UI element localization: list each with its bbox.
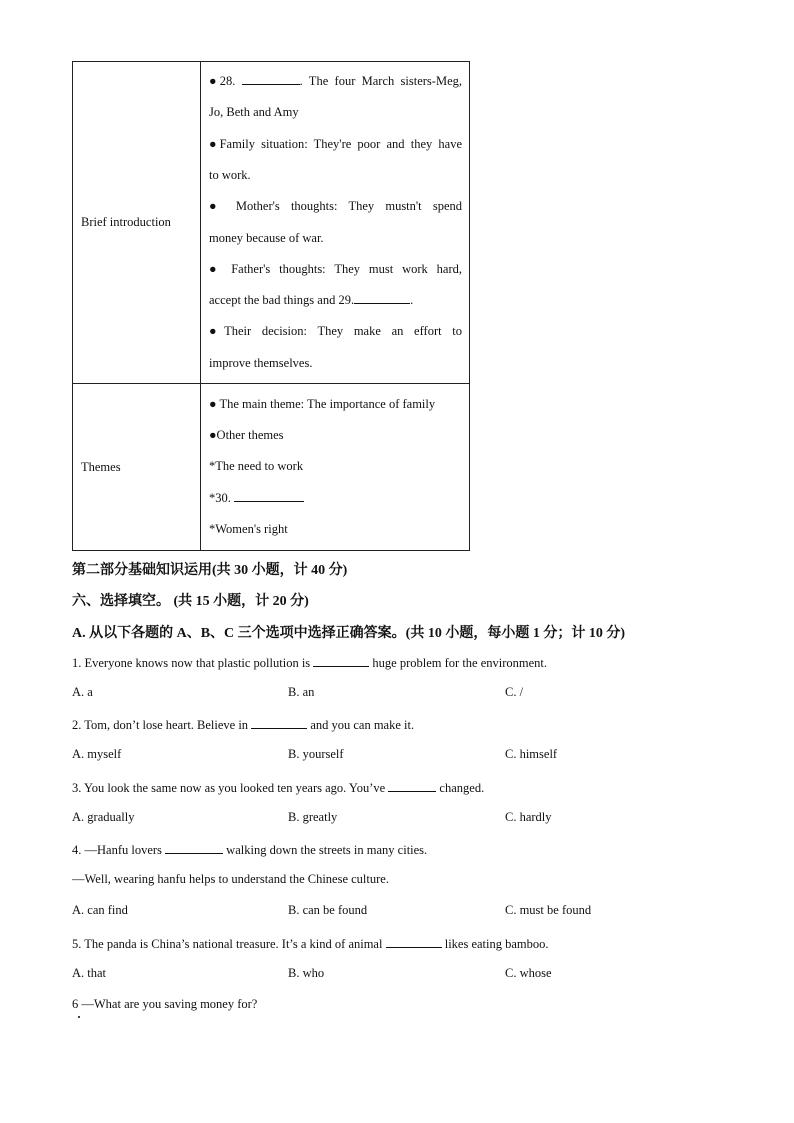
question-stem-4: 4. —Hanfu lovers walking down the streets in many cities.	[72, 843, 428, 857]
content-line: improve themselves.	[209, 355, 313, 370]
content-line: money because of war.	[209, 230, 324, 245]
answer-blank[interactable]	[313, 654, 369, 667]
option-b[interactable]: B. who	[288, 966, 325, 980]
content-line: ● Father's thoughts: They must work hard,	[209, 261, 462, 276]
content-line: accept the bad things and 29. .	[209, 293, 414, 308]
info-table	[72, 61, 470, 551]
question-stem-1: 1. Everyone knows now that plastic pollution is huge problem for the environment.	[72, 656, 548, 670]
option-b[interactable]: B. can be found	[288, 903, 368, 917]
row-content-brief	[201, 62, 470, 384]
content-line: to work.	[209, 167, 251, 182]
answer-blank[interactable]	[165, 841, 223, 854]
content-line: *30.	[209, 483, 462, 514]
option-b[interactable]: B. an	[288, 685, 315, 699]
option-c[interactable]: C. himself	[505, 747, 558, 761]
subsection-heading: A. 从以下各题的 A、B、C 三个选项中选择正确答案。(共 10 小题，每小题 1 分；计 10 分)	[72, 626, 625, 641]
option-a[interactable]: A. a	[72, 685, 93, 699]
row-label-brief: Brief introduction	[73, 62, 201, 384]
option-a[interactable]: A. gradually	[72, 810, 135, 824]
question-stem-6: 6 —What are you saving money for?	[72, 997, 258, 1011]
content-line: *The need to work	[209, 459, 304, 474]
stray-dot	[78, 1016, 80, 1018]
row-content-themes	[201, 384, 470, 551]
content-line: ●28. . The four March sisters-Meg,	[209, 74, 462, 89]
content-line: ●Family situation: They're poor and they have	[209, 136, 462, 151]
question-stem-3: 3. You look the same now as you looked ten years ago. You’ve changed.	[72, 781, 485, 795]
table-row	[73, 384, 470, 551]
answer-blank-30[interactable]	[234, 489, 304, 502]
option-b[interactable]: B. greatly	[288, 810, 338, 824]
option-a[interactable]: A. can find	[72, 903, 128, 917]
answer-blank[interactable]	[386, 935, 442, 948]
content-line: *Women's right	[209, 521, 288, 536]
content-line: ● The main theme: The importance of family	[209, 396, 436, 411]
answer-blank-28[interactable]	[242, 72, 300, 85]
question-stem-4-reply: —Well, wearing hanfu helps to understand the Chinese culture.	[72, 872, 389, 886]
content-line: ●Their decision: They make an effort to	[209, 324, 462, 339]
section-heading: 六、选择填空。 (共 15 小题，计 20 分)	[72, 594, 309, 609]
answer-blank[interactable]	[388, 779, 436, 792]
option-b[interactable]: B. yourself	[288, 747, 344, 761]
option-c[interactable]: C. whose	[505, 966, 552, 980]
option-c[interactable]: C. must be found	[505, 903, 592, 917]
answer-blank-29[interactable]	[354, 291, 410, 304]
option-c[interactable]: C. hardly	[505, 810, 552, 824]
question-stem-2: 2. Tom, don’t lose heart. Believe in and you can make it.	[72, 718, 415, 732]
answer-blank[interactable]	[251, 716, 307, 729]
row-label-themes: Themes	[73, 384, 201, 551]
part-heading: 第二部分基础知识运用(共 30 小题，计 40 分)	[72, 563, 348, 578]
option-a[interactable]: A. that	[72, 966, 107, 980]
table-row	[73, 62, 470, 384]
content-line: ●Other themes	[209, 428, 284, 443]
question-stem-5: 5. The panda is China’s national treasure. It’s a kind of animal likes eating bamboo.	[72, 937, 549, 951]
option-c[interactable]: C. /	[505, 685, 524, 699]
content-line: ● Mother's thoughts: They mustn't spend	[209, 199, 462, 214]
content-line: Jo, Beth and Amy	[209, 105, 299, 120]
option-a[interactable]: A. myself	[72, 747, 122, 761]
